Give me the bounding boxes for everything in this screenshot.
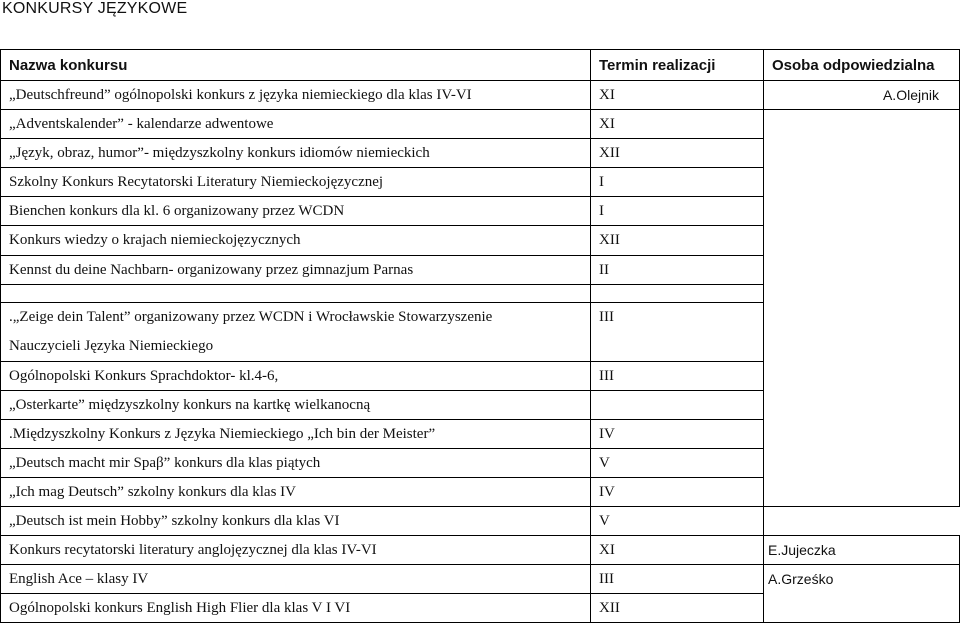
- table-row: [1, 536, 960, 565]
- contest-term: V: [591, 449, 764, 478]
- table-row: [1, 507, 960, 536]
- contest-name: „Deutsch macht mir Spaβ” konkurs dla klas piątych: [1, 449, 591, 478]
- contest-term: XI: [591, 110, 764, 139]
- contest-term: III: [591, 303, 764, 362]
- contests-table: [0, 49, 960, 623]
- contest-term: XI: [591, 81, 764, 110]
- contest-term: XI: [591, 536, 764, 565]
- contest-name: „Deutschfreund” ogólnopolski konkurs z języka niemieckiego dla klas IV-VI: [1, 81, 591, 110]
- contest-term: IV: [591, 420, 764, 449]
- contest-name: Szkolny Konkurs Recytatorski Literatury Niemieckojęzycznej: [1, 168, 591, 197]
- contest-name: Bienchen konkurs dla kl. 6 organizowany przez WCDN: [1, 197, 591, 226]
- contest-person: E.Jujeczka: [764, 536, 960, 565]
- contest-name: „Język, obraz, humor”- międzyszkolny konkurs idiomów niemieckich: [1, 139, 591, 168]
- contest-term: XII: [591, 594, 764, 623]
- contest-term: II: [591, 256, 764, 285]
- contest-term: III: [591, 565, 764, 594]
- header-term: Termin realizacji: [591, 50, 764, 81]
- contest-name: Ogólnopolski konkurs English High Flier dla klas V I VI: [1, 594, 591, 623]
- header-responsible-person: Osoba odpowiedzialna: [764, 50, 960, 81]
- table-row: [1, 110, 960, 139]
- contest-term: V: [591, 507, 764, 536]
- table-row: [1, 565, 960, 594]
- contest-name-line1: .„Zeige dein Talent” organizowany przez WCDN i Wrocławskie Stowarzyszenie: [9, 309, 493, 325]
- contest-name: Kennst du deine Nachbarn- organizowany przez gimnazjum Parnas: [1, 256, 591, 285]
- contest-term: III: [591, 362, 764, 391]
- contest-person: A.Olejnik: [764, 81, 960, 110]
- contest-name: Ogólnopolski Konkurs Sprachdoktor- kl.4-6,: [1, 362, 591, 391]
- contest-name: „Adventskalender” - kalendarze adwentowe: [1, 110, 591, 139]
- contest-name: „Deutsch ist mein Hobby” szkolny konkurs dla klas VI: [1, 507, 591, 536]
- contest-person-empty: [764, 110, 960, 507]
- contest-term: [591, 391, 764, 420]
- contest-name: Konkurs wiedzy o krajach niemieckojęzycznych: [1, 226, 591, 256]
- contest-name: „Osterkarte” międzyszkolny konkurs na kartkę wielkanocną: [1, 391, 591, 420]
- contest-person: A.Grześko: [764, 565, 960, 623]
- contest-name-line2: Nauczycieli Języka Niemieckiego: [9, 338, 214, 354]
- contest-term: XII: [591, 226, 764, 256]
- contest-term: I: [591, 197, 764, 226]
- table-header-row: [1, 50, 960, 81]
- contest-term: XII: [591, 139, 764, 168]
- contest-name: Konkurs recytatorski literatury anglojęzycznej dla klas IV-VI: [1, 536, 591, 565]
- header-contest-name: Nazwa konkursu: [1, 50, 591, 81]
- spacer-cell: [591, 285, 764, 303]
- spacer-cell: [1, 285, 591, 303]
- page-title: KONKURSY JĘZYKOWE: [2, 0, 188, 17]
- contest-name: [1, 303, 591, 362]
- table-row: [1, 81, 960, 110]
- contest-name: „Ich mag Deutsch” szkolny konkurs dla klas IV: [1, 478, 591, 507]
- contest-name: .Międzyszkolny Konkurs z Języka Niemieckiego „Ich bin der Meister”: [1, 420, 591, 449]
- contest-name: English Ace – klasy IV: [1, 565, 591, 594]
- contest-term: IV: [591, 478, 764, 507]
- contest-term: I: [591, 168, 764, 197]
